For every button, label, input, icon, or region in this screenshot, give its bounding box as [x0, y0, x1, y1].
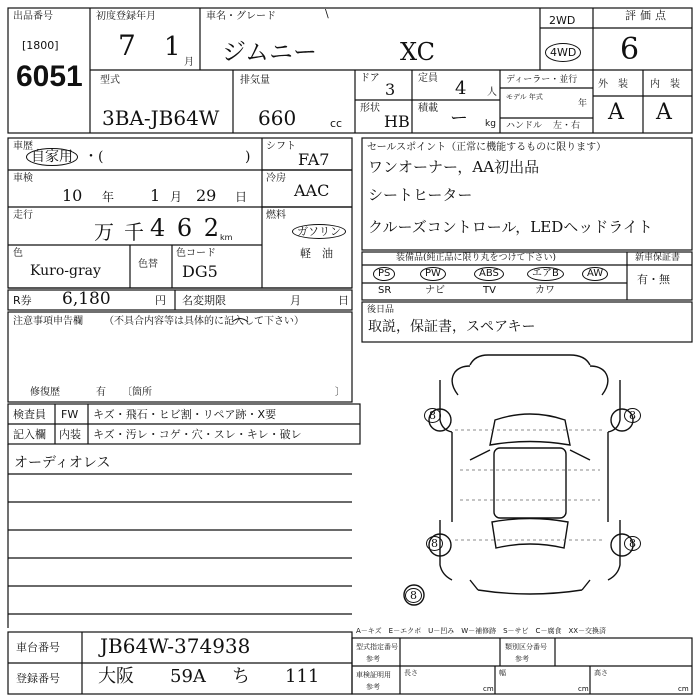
load: ー: [450, 108, 468, 129]
history-rest: ・(: [84, 149, 104, 165]
handle-label: ハンドル: [506, 121, 543, 131]
damage-legend: A－キズ E－エクボ U－凹み W－補修跡 S－サビ C－腐食 XX－交換済: [356, 627, 607, 635]
equipment-label: 装備品(純正品に限り丸をつけて下さい): [396, 253, 557, 263]
color-code: DG5: [182, 262, 218, 281]
inspection-label: 車検: [13, 173, 33, 184]
recycle-value: 6,180: [62, 289, 111, 309]
capacity-unit: 人: [487, 87, 497, 98]
load-label: 積載: [418, 103, 438, 114]
fuel-gasoline: ガソリン: [292, 224, 346, 239]
capacity-label: 定員: [418, 73, 438, 84]
warranty-options: 有・無: [637, 273, 670, 286]
score: 6: [620, 32, 640, 67]
exterior-label: 外 装: [598, 79, 628, 90]
inspector-label-bottom: 記入欄: [13, 428, 46, 441]
name-tick: \: [325, 7, 329, 20]
cert-width-label: 幅: [499, 669, 506, 677]
dealer-label: ディーラー・並行: [506, 75, 578, 85]
repair-value: 有: [96, 387, 106, 398]
recycle-label: R券: [13, 294, 32, 307]
color-code-label: 色コード: [176, 248, 216, 259]
cert-reg-label: 車検証明用: [356, 671, 391, 679]
year-unit: 年: [578, 99, 588, 109]
inspection-day: 29: [196, 186, 217, 205]
score-label: 評価点: [625, 9, 670, 22]
name-change-label: 名変期限: [182, 294, 226, 307]
exterior-grade: A: [608, 100, 624, 125]
drive-2wd: 2WD: [549, 14, 576, 27]
registration-label: 登録番号: [16, 672, 60, 685]
registration-kana: ち: [232, 666, 250, 687]
equip-ps: PS: [373, 267, 395, 281]
interior-grade: A: [656, 100, 672, 125]
int-label: 内装: [59, 428, 81, 441]
chassis-value: JB64W-374938: [100, 634, 251, 658]
inspector-label-top: 検査員: [13, 408, 46, 421]
grade: XC: [400, 38, 436, 66]
accessories-value: 取説，保証書，スペアキー: [368, 319, 536, 335]
reg-year: 7: [118, 29, 136, 62]
equip-tv: TV: [483, 285, 496, 296]
load-unit: kg: [485, 119, 496, 129]
cert-shape-ref: 参考: [366, 655, 380, 663]
car-diagram: [404, 355, 633, 605]
sales-point-2: シートヒーター: [368, 186, 473, 204]
reg-month-unit: 月: [184, 57, 194, 68]
inspector-handwritten: オーディオレス: [14, 455, 111, 471]
mileage-unit: km: [220, 233, 233, 242]
fuel-label: 燃料: [266, 210, 286, 221]
equip-pw: PW: [420, 267, 446, 281]
mileage-label: 走行: [13, 210, 33, 221]
damage-mark-spare: 8: [405, 588, 422, 603]
inspection-month: 1: [150, 186, 161, 205]
inspection-month-unit: 月: [170, 190, 183, 204]
cert-shape-label: 型式指定番号: [356, 643, 398, 651]
model-label: 型式: [100, 75, 120, 86]
shape-label: 形状: [360, 103, 380, 114]
lot-number: 6051: [16, 60, 83, 93]
reg-label: 初度登録年月: [96, 11, 156, 22]
model: 3BA-JB64W: [102, 106, 220, 130]
recycle-unit: 円: [155, 294, 166, 307]
displacement: 660: [258, 106, 297, 130]
sales-point-3: クルーズコントロール，LEDヘッドライト: [368, 218, 653, 236]
handle-options: 左・右: [553, 121, 581, 131]
sales-point-1: ワンオーナー，AA初出品: [368, 158, 540, 176]
equip-sr: SR: [378, 285, 392, 296]
displacement-label: 排気量: [240, 75, 270, 86]
ac-label: 冷房: [266, 173, 286, 184]
fw-items: キズ・飛石・ヒビ割・リペア跡・X要: [93, 408, 277, 421]
fuel-light-oil: 軽 油: [300, 247, 333, 260]
mileage-man: 万: [94, 220, 114, 244]
registration-class: 59A: [170, 666, 206, 687]
notes-hint: （不具合内容等は具体的に記入して下さい）: [104, 316, 304, 327]
equip-leather: カワ: [535, 285, 555, 296]
shift-value: FA7: [298, 150, 330, 169]
fw-label: FW: [61, 408, 79, 421]
repair-label: 修復歴: [30, 387, 60, 398]
damage-mark-rear-left: 8: [426, 536, 443, 551]
car-name-label: 車名・グレード: [206, 11, 276, 22]
cert-class-label: 類別区分番号: [505, 643, 547, 651]
color-value: Kuro-gray: [30, 263, 101, 279]
equip-abs: ABS: [474, 267, 504, 281]
damage-mark-rear-right: 8: [624, 536, 641, 551]
ac-value: AAC: [294, 181, 330, 200]
equip-navi: ナビ: [425, 285, 445, 296]
cert-class-ref: 参考: [515, 655, 529, 663]
repair-part: 〔箇所: [122, 387, 152, 398]
history-close: ): [245, 149, 251, 165]
name-change-day: 日: [338, 294, 349, 307]
damage-mark-front-left: 8: [424, 408, 441, 423]
lot-sub: [1800]: [22, 39, 59, 52]
doors: 3: [385, 80, 396, 99]
inspection-year: 10: [62, 186, 83, 205]
chassis-label: 車台番号: [16, 641, 60, 654]
capacity: 4: [455, 78, 467, 99]
lot-label: 出品番号: [13, 11, 53, 22]
doors-label: ドア: [360, 73, 380, 84]
displacement-unit: cc: [330, 117, 343, 130]
mileage-value: 4 6 2: [150, 214, 222, 242]
name-change-unit: 月: [290, 294, 301, 307]
color-change-label: 色替: [138, 259, 158, 270]
equip-airbag: エアB: [527, 267, 564, 281]
inspection-year-unit: 年: [102, 190, 115, 204]
warranty-label: 新車保証書: [635, 253, 681, 263]
model-year-label: モデル 年式: [506, 93, 543, 101]
repair-close: 〕: [335, 387, 345, 398]
cert-length-label: 長さ: [404, 669, 418, 677]
mileage-sen: 千: [124, 220, 144, 244]
interior-label: 内 装: [650, 79, 680, 90]
color-label: 色: [13, 248, 23, 259]
damage-mark-front-right: 8: [624, 408, 641, 423]
history-label: 車歴: [13, 141, 33, 152]
accessories-label: 後日品: [367, 305, 395, 315]
car-name: ジムニー: [222, 38, 318, 66]
cert-width-unit: cm: [578, 685, 589, 693]
sales-points-label: セールスポイント（正常に機能するものに限ります）: [367, 142, 607, 153]
equip-aw: AW: [582, 267, 608, 281]
int-items: キズ・汚レ・コゲ・穴・スレ・キレ・破レ: [93, 428, 302, 441]
drive-4wd: 4WD: [545, 43, 581, 62]
inspection-day-unit: 日: [235, 190, 248, 204]
cert-length-unit: cm: [483, 685, 494, 693]
cert-height-unit: cm: [678, 685, 689, 693]
notes-label: 注意事項申告欄: [13, 316, 83, 327]
shape: HB: [384, 112, 410, 131]
history-value: 自家用: [26, 148, 78, 166]
shift-label: シフト: [266, 141, 296, 152]
reg-month: 1: [164, 32, 181, 62]
registration-number: 111: [285, 666, 320, 687]
cert-reg-ref: 参考: [366, 683, 380, 691]
registration-city: 大阪: [98, 666, 134, 687]
cert-height-label: 高さ: [594, 669, 608, 677]
